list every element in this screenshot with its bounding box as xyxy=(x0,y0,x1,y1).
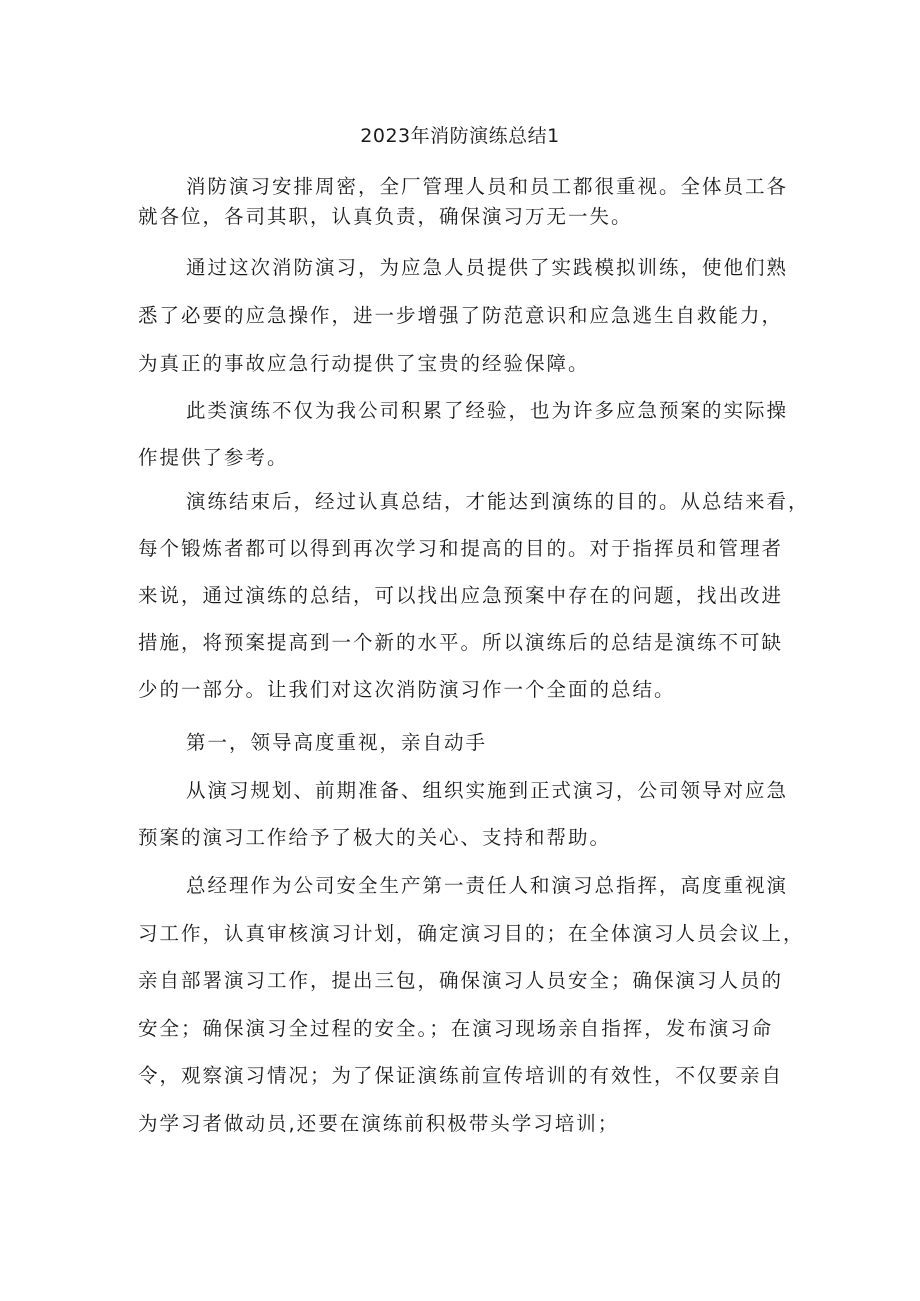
paragraph-line: 为真正的事故应急行动提供了宝贵的经验保障。 xyxy=(138,352,590,375)
paragraph-3 xyxy=(138,387,798,481)
paragraph-line: 为学习者做动员,还要在演练前积极带头学习培训； xyxy=(138,1111,620,1135)
section-heading-text: 第一，领导高度重视，亲自动手 xyxy=(186,731,488,754)
paragraph-line: 每个锻炼者都可以得到再次学习和提高的目的。对于指挥员和管理者 xyxy=(138,537,784,560)
paragraph-line: 来说，通过演练的总结，可以找出应急预案中存在的问题，找出改进 xyxy=(138,584,784,607)
paragraph-line: 从演习规划、前期准备、组织实施到正式演习，公司领导对应急 xyxy=(186,779,789,802)
section-heading-first xyxy=(138,719,798,767)
paragraph-line: 此类演练不仅为我公司积累了经验，也为许多应急预案的实际操 xyxy=(186,399,789,422)
paragraph-line: 令，观察演习情况；为了保证演练前宣传培训的有效性，不仅要亲自 xyxy=(138,1064,784,1087)
paragraph-line: 亲自部署演习工作，提出三包，确保演习人员安全；确保演习人员的 xyxy=(138,969,784,992)
paragraph-line: 习工作，认真审核演习计划，确定演习目的；在全体演习人员会议上， xyxy=(138,921,805,945)
paragraph-line: 预案的演习工作给予了极大的关心、支持和帮助。 xyxy=(138,826,612,849)
paragraph-1 xyxy=(138,172,798,232)
paragraph-line: 安全；确保演习全过程的安全。；在演习现场亲自指挥，发布演习命 xyxy=(138,1016,774,1040)
paragraph-line: 少的一部分。让我们对这次消防演习作一个全面的总结。 xyxy=(138,678,676,701)
paragraph-line: 演练结束后，经过认真总结，才能达到演练的目的。从总结来看， xyxy=(186,490,810,513)
paragraph-4 xyxy=(138,478,810,713)
paragraph-line: 就各位，各司其职，认真负责，确保演习万无一失。 xyxy=(138,205,633,228)
paragraph-line: 通过这次消防演习，为应急人员提供了实践模拟训练，使他们熟 xyxy=(186,256,789,279)
paragraph-7 xyxy=(138,862,805,1147)
paragraph-line: 消防演习安排周密，全厂管理人员和员工都很重视。全体员工各 xyxy=(186,175,789,198)
paragraph-line: 措施，将预案提高到一个新的水平。所以演练后的总结是演练不可缺 xyxy=(138,631,784,654)
document-title: 2023年消防演练总结1 xyxy=(360,125,560,147)
paragraph-line: 悉了必要的应急操作，进一步增强了防范意识和应急逃生自救能力， xyxy=(138,304,784,327)
paragraph-2 xyxy=(138,244,798,388)
paragraph-line: 总经理作为公司安全生产第一责任人和演习总指挥，高度重视演 xyxy=(186,874,789,897)
paragraph-line: 作提供了参考。 xyxy=(138,446,289,469)
paragraph-6 xyxy=(138,767,798,861)
